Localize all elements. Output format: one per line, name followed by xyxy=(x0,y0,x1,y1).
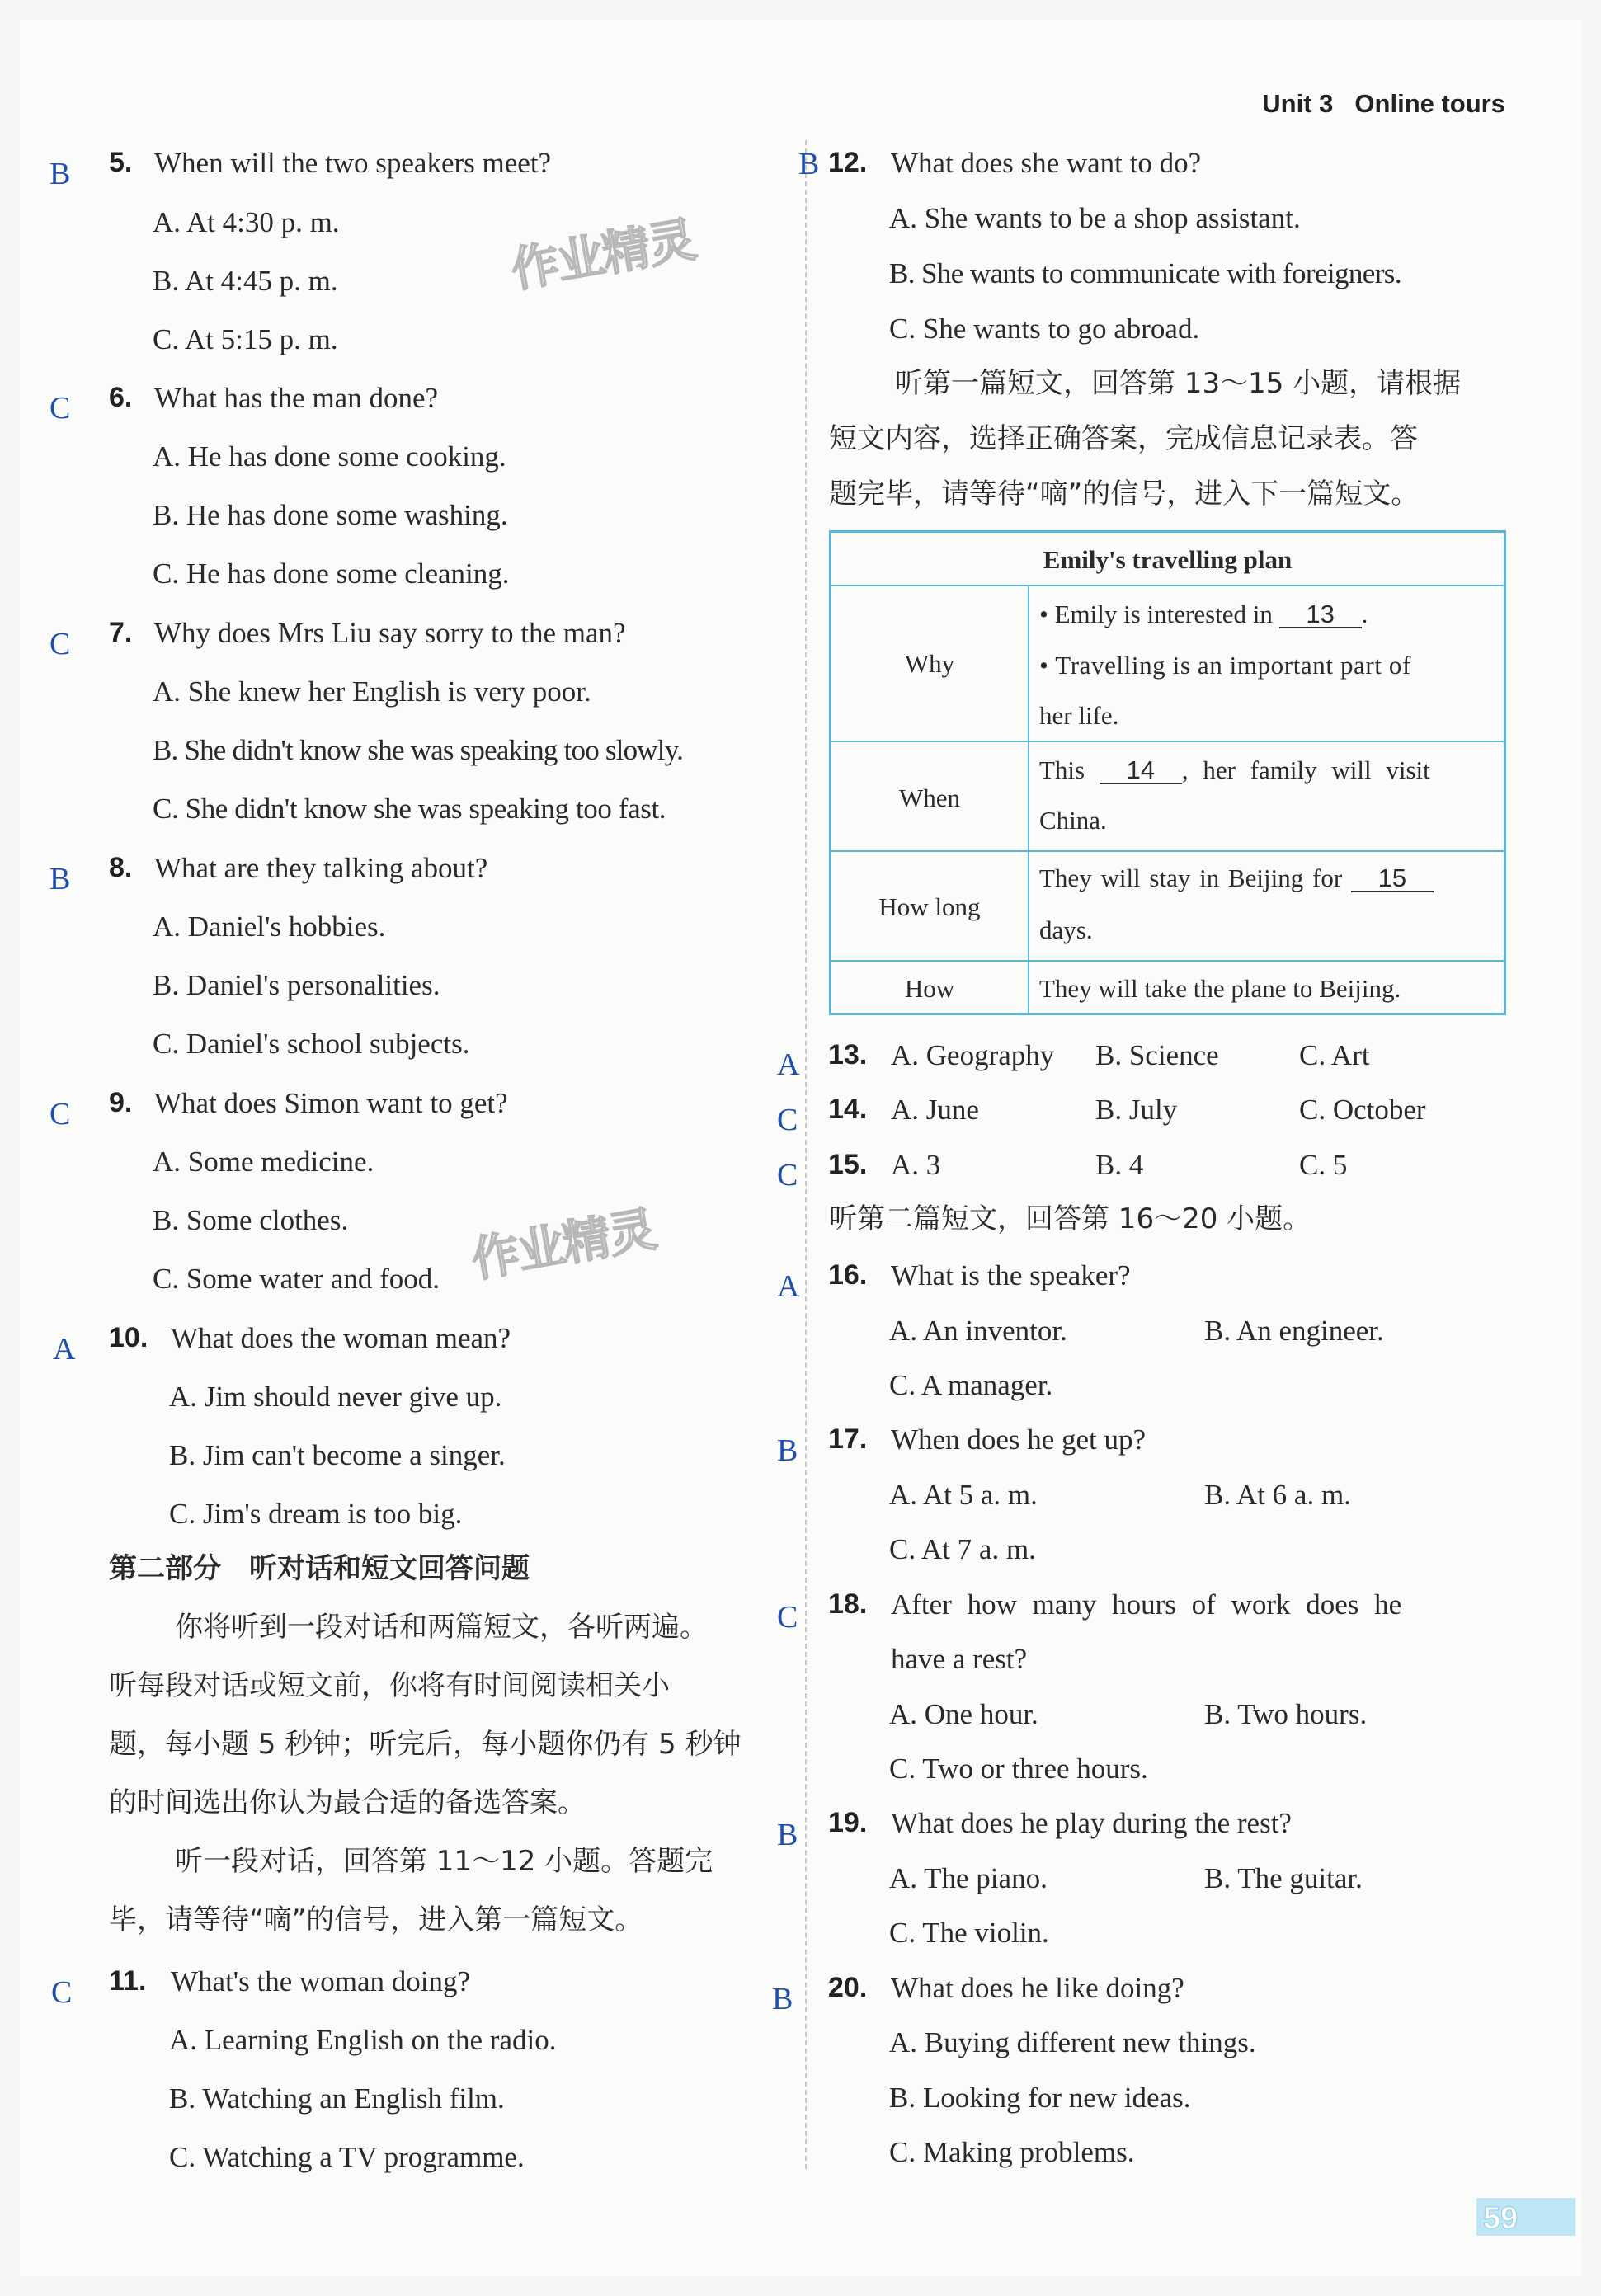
option: C. Art xyxy=(1299,1039,1370,1071)
answer-mark: A xyxy=(777,1047,800,1082)
cell-text: They will stay in Beijing for 15 xyxy=(1039,865,1434,892)
option: A. She knew her English is very poor. xyxy=(153,675,591,708)
option: A. Learning English on the radio. xyxy=(169,2024,557,2056)
option: A. Buying different new things. xyxy=(889,2026,1256,2058)
option: A. One hour. xyxy=(889,1698,1038,1730)
question-text: What is the speaker? xyxy=(891,1259,1131,1292)
answer-blank[interactable]: 13 xyxy=(1279,601,1362,628)
instruction-line: 题完毕，请等待“嘀”的信号，进入下一篇短文。 xyxy=(829,478,1420,510)
option: A. At 4:30 p. m. xyxy=(153,206,340,238)
column-divider xyxy=(805,140,807,2169)
page-number-tab xyxy=(1476,2198,1575,2236)
option: C. At 7 a. m. xyxy=(889,1533,1036,1565)
question-text: have a rest? xyxy=(891,1643,1028,1675)
page-number: 59 xyxy=(1483,2201,1519,2236)
instruction-line: 听第二篇短文，回答第 16～20 小题。 xyxy=(829,1202,1311,1235)
table-title: Emily's travelling plan xyxy=(1043,545,1293,574)
option: B. Watching an English film. xyxy=(169,2082,505,2115)
option: C. At 5:15 p. m. xyxy=(153,323,338,355)
option: A. Daniel's hobbies. xyxy=(153,910,386,943)
option: B. He has done some washing. xyxy=(153,499,508,531)
option: B. 4 xyxy=(1095,1149,1144,1181)
option: A. Geography xyxy=(891,1039,1055,1071)
option: B. At 4:45 p. m. xyxy=(153,265,338,297)
option: B. She didn't know she was speaking too slowly. xyxy=(153,734,684,766)
row-label: When xyxy=(898,783,961,812)
answer-mark: A xyxy=(53,1332,76,1367)
answer-blank[interactable]: 15 xyxy=(1351,865,1434,892)
option: B. The guitar. xyxy=(1204,1862,1363,1894)
answer-mark: C xyxy=(49,627,71,661)
page-header xyxy=(1262,89,1505,119)
row-label: How xyxy=(904,974,955,1003)
instruction-line: 毕，请等待“嘀”的信号，进入第一篇短文。 xyxy=(109,1903,643,1936)
question-number: 14. xyxy=(828,1094,868,1125)
answer-mark: B xyxy=(49,862,71,896)
answer-mark: C xyxy=(49,1097,71,1132)
question-number: 6. xyxy=(109,382,133,413)
question-text: What's the woman doing? xyxy=(171,1965,471,1997)
option: C. She wants to go abroad. xyxy=(889,313,1200,345)
watermark: 作业精灵 xyxy=(467,1200,660,1288)
option: C. Jim's dream is too big. xyxy=(169,1498,463,1530)
answer-mark: C xyxy=(777,1600,798,1635)
option: A. At 5 a. m. xyxy=(889,1479,1038,1511)
option: B. Jim can't become a singer. xyxy=(169,1439,506,1471)
question-text: What does Simon want to get? xyxy=(154,1087,508,1119)
option: B. An engineer. xyxy=(1204,1315,1384,1347)
option: C. October xyxy=(1299,1094,1426,1126)
cell-text: This 14 , her family will visit xyxy=(1039,755,1430,784)
answer-mark: A xyxy=(777,1269,800,1304)
cell-text: • Emily is interested in 13 . xyxy=(1039,600,1368,628)
watermark: 作业精灵 xyxy=(506,210,699,299)
option: C. Watching a TV programme. xyxy=(169,2141,525,2173)
answer-mark: B xyxy=(777,1433,798,1468)
question-number: 13. xyxy=(828,1039,868,1070)
question-text: What does he play during the rest? xyxy=(891,1807,1292,1839)
question-number: 19. xyxy=(828,1807,868,1838)
option: C. Daniel's school subjects. xyxy=(153,1028,470,1060)
question-number: 16. xyxy=(828,1259,868,1291)
instruction-line: 听每段对话或短文前，你将有时间阅读相关小 xyxy=(109,1669,670,1702)
answer-mark: C xyxy=(777,1103,798,1137)
question-text: What does she want to do? xyxy=(891,147,1202,179)
instruction-line: 听一段对话，回答第 11～12 小题。答题完 xyxy=(175,1845,713,1878)
question-text: Why does Mrs Liu say sorry to the man? xyxy=(154,617,626,649)
question-text: What are they talking about? xyxy=(154,852,488,884)
answer-mark: C xyxy=(51,1975,73,2010)
answer-mark: B xyxy=(777,1818,798,1852)
cell-text: her life. xyxy=(1039,701,1119,730)
option: B. July xyxy=(1095,1094,1178,1126)
question-number: 20. xyxy=(828,1972,868,2003)
answer-mark: B xyxy=(798,147,820,181)
cell-text: • Travelling is an important part of xyxy=(1039,651,1411,680)
row-label: Why xyxy=(904,649,955,678)
question-text: When will the two speakers meet? xyxy=(154,147,552,179)
instruction-line: 你将听到一段对话和两篇短文，各听两遍。 xyxy=(175,1611,708,1644)
row-label: How long xyxy=(878,892,981,921)
instruction-line: 题，每小题 5 秒钟；听完后，每小题你仍有 5 秒钟 xyxy=(109,1728,742,1761)
question-number: 5. xyxy=(109,147,133,178)
option: A. Jim should never give up. xyxy=(169,1381,502,1413)
question-text: After how many hours of work does he xyxy=(891,1588,1402,1621)
option: C. Two or three hours. xyxy=(889,1753,1148,1785)
option: A. He has done some cooking. xyxy=(153,440,506,473)
option: C. 5 xyxy=(1299,1149,1348,1181)
option: B. She wants to communicate with foreigners. xyxy=(889,257,1401,289)
question-number: 15. xyxy=(828,1149,868,1180)
question-number: 17. xyxy=(828,1423,868,1455)
cell-text: They will take the plane to Beijing. xyxy=(1039,974,1401,1003)
unit-title: Online tours xyxy=(1354,89,1505,118)
option: A. Some medicine. xyxy=(153,1146,374,1178)
answer-mark: B xyxy=(772,1982,793,2016)
option: A. June xyxy=(891,1094,979,1126)
question-number: 18. xyxy=(828,1588,868,1620)
answer-blank[interactable]: 14 xyxy=(1100,757,1182,784)
option: C. A manager. xyxy=(889,1369,1053,1401)
option: C. He has done some cleaning. xyxy=(153,558,510,590)
option: A. She wants to be a shop assistant. xyxy=(889,202,1301,234)
answer-mark: B xyxy=(49,157,71,191)
info-table xyxy=(829,530,1506,1015)
question-number: 7. xyxy=(109,617,133,648)
unit-label: Unit 3 xyxy=(1262,89,1334,118)
question-text: What does he like doing? xyxy=(891,1972,1184,2004)
section-heading: 第二部分 听对话和短文回答问题 xyxy=(109,1552,530,1585)
question-number: 9. xyxy=(109,1087,133,1118)
question-number: 12. xyxy=(828,147,868,178)
option: C. Some water and food. xyxy=(153,1263,440,1295)
option: A. The piano. xyxy=(889,1862,1048,1894)
instruction-line: 听第一篇短文，回答第 13～15 小题，请根据 xyxy=(895,367,1462,400)
option: C. She didn't know she was speaking too fast. xyxy=(153,793,666,825)
question-number: 10. xyxy=(109,1322,148,1353)
option: B. Two hours. xyxy=(1204,1698,1368,1730)
question-text: When does he get up? xyxy=(891,1423,1147,1456)
cell-text: China. xyxy=(1039,806,1107,835)
answer-mark: C xyxy=(777,1158,798,1193)
option: A. An inventor. xyxy=(889,1315,1067,1347)
instruction-line: 的时间选出你认为最合适的备选答案。 xyxy=(109,1786,586,1819)
question-number: 11. xyxy=(109,1965,147,1997)
instruction-line: 短文内容，选择正确答案，完成信息记录表。答 xyxy=(829,422,1418,455)
option: B. Some clothes. xyxy=(153,1204,349,1236)
option: A. 3 xyxy=(891,1149,941,1181)
question-text: What has the man done? xyxy=(154,382,439,414)
option: B. Looking for new ideas. xyxy=(889,2082,1191,2114)
question-number: 8. xyxy=(109,852,133,883)
answer-mark: C xyxy=(49,391,71,426)
option: B. Daniel's personalities. xyxy=(153,969,440,1001)
cell-text: days. xyxy=(1039,915,1093,944)
option: B. At 6 a. m. xyxy=(1204,1479,1351,1511)
question-text: What does the woman mean? xyxy=(171,1322,511,1354)
option: C. The violin. xyxy=(889,1917,1049,1949)
option: C. Making problems. xyxy=(889,2136,1135,2168)
option: B. Science xyxy=(1095,1039,1219,1071)
